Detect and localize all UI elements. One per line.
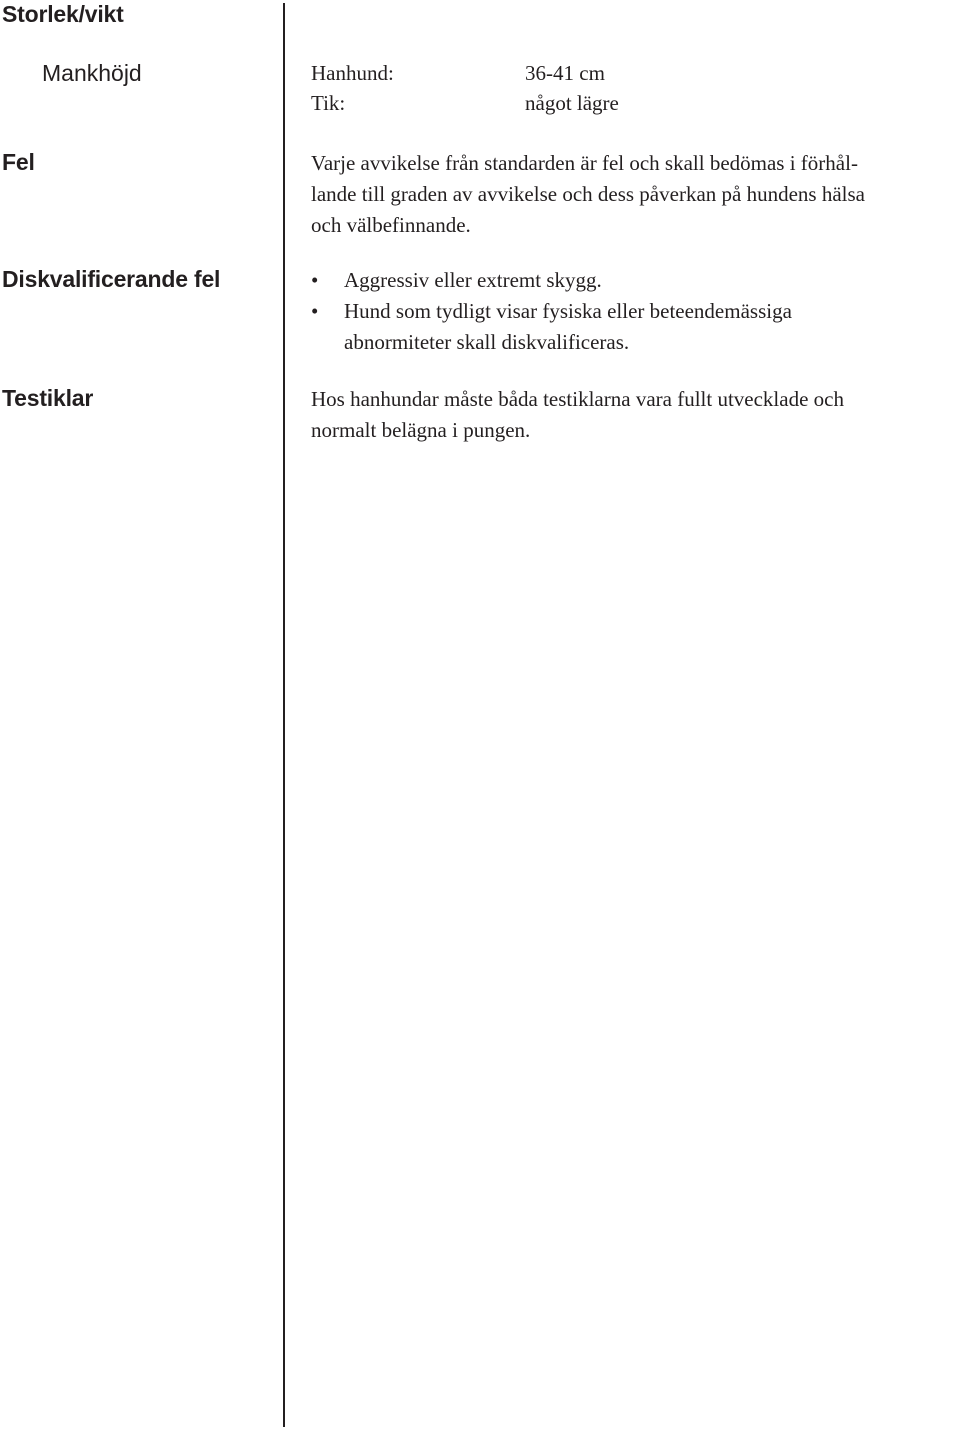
- faults-line: och välbefinnande.: [311, 213, 471, 237]
- testicles-line: normalt belägna i pungen.: [311, 418, 531, 442]
- list-item-line: abnormiteter skall diskvalificeras.: [344, 330, 630, 354]
- size-label-male: Hanhund:: [311, 61, 394, 85]
- heading-testicles: Testiklar: [2, 385, 94, 411]
- heading-faults: Fel: [2, 149, 35, 175]
- list-item-line: Aggressiv eller extremt skygg.: [344, 268, 602, 292]
- size-value-male: 36-41 cm: [525, 61, 605, 85]
- testicles-line: Hos hanhundar måste båda testiklarna vara fullt utvecklade och: [311, 387, 844, 411]
- list-item-line: Hund som tydligt visar fysiska eller beteendemässiga: [344, 299, 792, 323]
- faults-paragraph: [311, 148, 865, 241]
- faults-line: lande till graden av avvikelse och dess påverkan på hundens hälsa: [311, 182, 865, 206]
- bullet-icon: •: [311, 299, 319, 323]
- disqualifying-list: [311, 265, 792, 358]
- list-item: [311, 265, 792, 296]
- heading-disqualifying-faults: Diskvalificerande fel: [2, 266, 221, 292]
- size-label-female: Tik:: [311, 91, 346, 115]
- column-divider: [283, 3, 285, 1427]
- faults-line: Varje avvikelse från standarden är fel och skall bedömas i förhål-: [311, 151, 858, 175]
- list-item: [311, 296, 792, 358]
- testicles-paragraph: [311, 384, 844, 446]
- subheading-withers-height: Mankhöjd: [42, 60, 142, 86]
- bullet-icon: •: [311, 268, 319, 292]
- size-value-female: något lägre: [525, 91, 619, 115]
- heading-size-weight: Storlek/vikt: [2, 1, 124, 27]
